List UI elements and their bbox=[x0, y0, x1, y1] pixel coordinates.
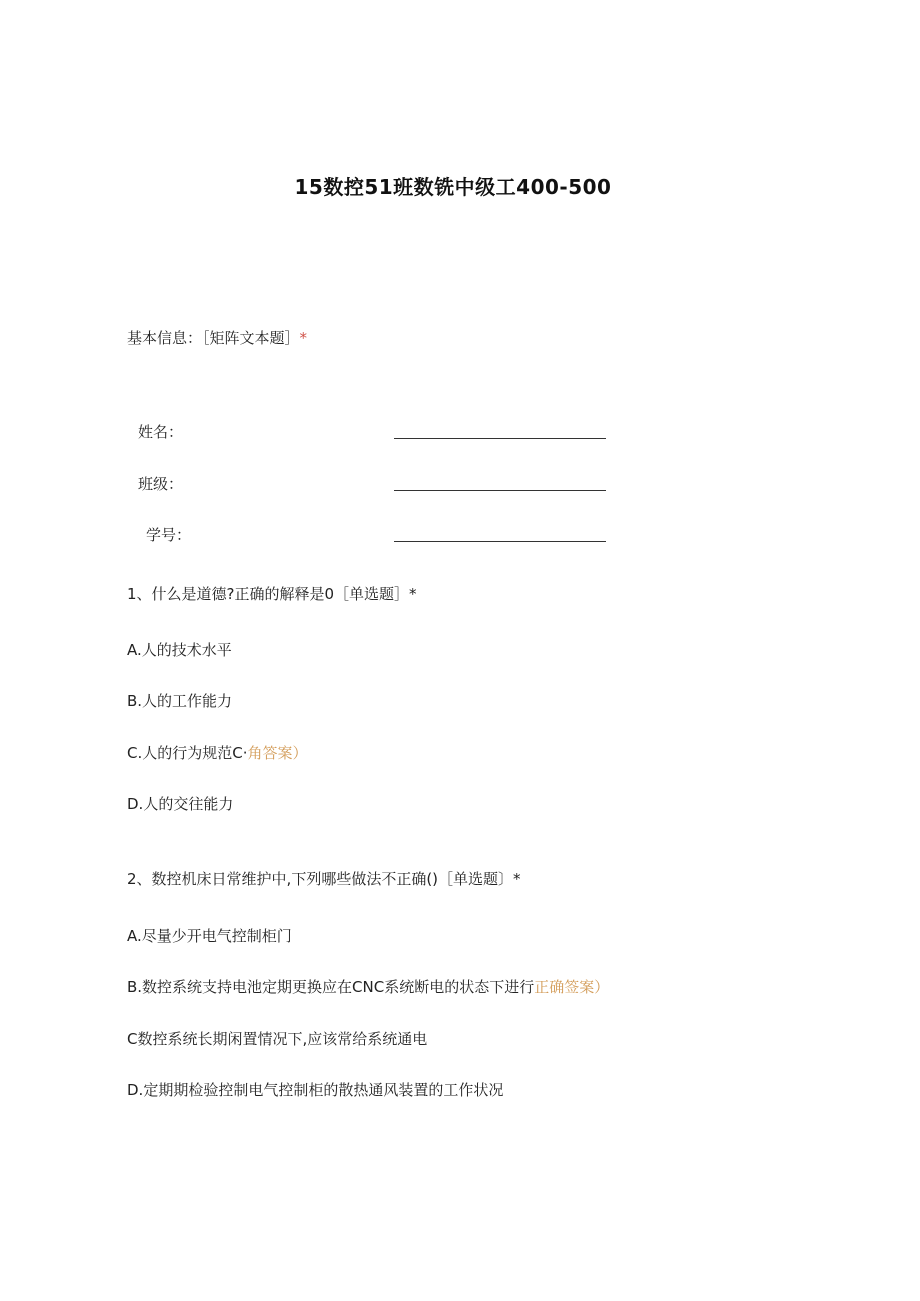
field-label-class: 班级： bbox=[138, 475, 184, 493]
basic-info-label: 基本信息：［矩阵文本题］ bbox=[127, 329, 300, 347]
q1-option-d[interactable] bbox=[127, 794, 233, 814]
question-1-text: 1、什么是道德?正确的解释是0［单选题］* bbox=[127, 585, 417, 603]
q2-option-b-text: B.数控系统支持电池定期更换应在CNC系统断电的状态下进行 bbox=[127, 978, 535, 996]
question-2-text: 2、数控机床日常维护中,下列哪些做法不正确()［单选题〕* bbox=[127, 870, 521, 888]
q2-option-d-text: D.定期期检验控制电气控制柜的散热通风装置的工作状况 bbox=[127, 1081, 504, 1099]
q1-option-a-text: A.人的技术水平 bbox=[127, 641, 232, 659]
class-input[interactable] bbox=[394, 490, 606, 491]
required-star: * bbox=[299, 329, 308, 347]
q1-option-a[interactable] bbox=[127, 640, 232, 660]
field-label-name: 姓名： bbox=[138, 423, 184, 441]
q2-option-b-answer-mark: 正确签案） bbox=[534, 978, 610, 996]
q1-option-c-text: C.人的行为规范C· bbox=[127, 744, 248, 762]
basic-info-heading bbox=[127, 328, 307, 348]
name-input[interactable] bbox=[394, 438, 606, 439]
student-id-input[interactable] bbox=[394, 541, 606, 542]
q1-option-d-text: D.人的交往能力 bbox=[127, 795, 234, 813]
q2-option-c[interactable] bbox=[127, 1029, 427, 1049]
q1-option-c-answer-mark: 角答案） bbox=[247, 744, 308, 762]
q1-option-b[interactable] bbox=[127, 691, 232, 711]
field-label-student-id: 学号： bbox=[146, 526, 192, 544]
q1-option-b-text: B.人的工作能力 bbox=[127, 692, 233, 710]
q2-option-b[interactable] bbox=[127, 977, 609, 997]
q2-option-d[interactable] bbox=[127, 1080, 503, 1100]
q2-option-a[interactable] bbox=[127, 926, 292, 946]
q2-option-c-text: C数控系统长期闲置情况下,应该常给系统通电 bbox=[127, 1030, 428, 1048]
q2-option-a-text: A.尽量少开电气控制柜门 bbox=[127, 927, 292, 945]
q1-option-c[interactable] bbox=[127, 743, 308, 763]
page-title: 15数控51班数铣中级工400-500 bbox=[294, 175, 612, 199]
